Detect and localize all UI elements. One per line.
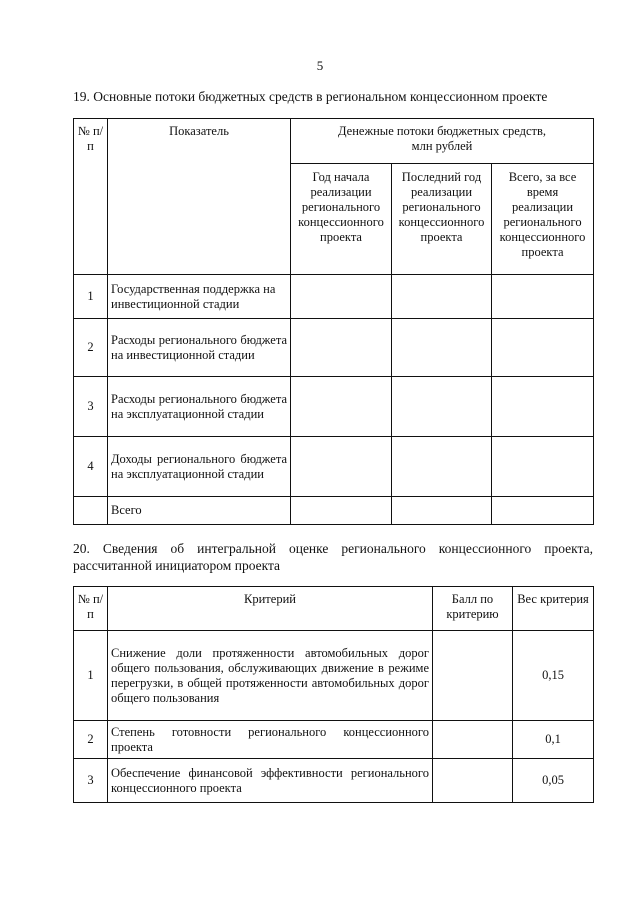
cell-empty — [291, 377, 392, 437]
cell-empty — [392, 377, 492, 437]
table-row — [74, 319, 594, 377]
row-criterion: Обеспечение финансовой эффективности регионального концессионного проекта — [108, 759, 433, 803]
table-row-total — [74, 497, 594, 525]
table-row — [74, 721, 594, 759]
table-row — [74, 759, 594, 803]
table-row — [74, 275, 594, 319]
cell-empty — [492, 377, 594, 437]
row-weight: 0,15 — [513, 631, 594, 721]
row-num: 1 — [74, 631, 108, 721]
table-row — [74, 437, 594, 497]
header-criterion: Критерий — [108, 587, 433, 631]
page-number: 5 — [316, 58, 324, 73]
row-num: 3 — [74, 759, 108, 803]
row-num: 1 — [74, 275, 108, 319]
row-weight: 0,05 — [513, 759, 594, 803]
section-20-title: 20. Сведения об интегральной оценке регионального концессионного проекта, рассчитанной инициатором проекта — [73, 541, 593, 573]
cell-empty — [291, 437, 392, 497]
header-total: Всего, за все время реализации регионального концессионного проекта — [492, 164, 594, 275]
table-row — [74, 377, 594, 437]
header-num: № п/п — [74, 119, 108, 275]
header-start-year: Год начала реализации регионального концессионного проекта — [291, 164, 392, 275]
integral-score-table — [73, 586, 594, 803]
row-score — [433, 631, 513, 721]
header-cash-flows: Денежные потоки бюджетных средств, млн рублей — [291, 119, 594, 164]
cell-empty — [492, 275, 594, 319]
row-weight: 0,1 — [513, 721, 594, 759]
cell-empty — [291, 319, 392, 377]
header-indicator: Показатель — [108, 119, 291, 275]
row-num — [74, 497, 108, 525]
row-label: Всего — [108, 497, 291, 525]
cell-empty — [492, 319, 594, 377]
row-num: 3 — [74, 377, 108, 437]
row-score — [433, 759, 513, 803]
header-score: Балл по критерию — [433, 587, 513, 631]
section-19-title: 19. Основные потоки бюджетных средств в региональном концессионном проекте — [73, 89, 548, 104]
row-score — [433, 721, 513, 759]
table-row — [74, 631, 594, 721]
row-num: 4 — [74, 437, 108, 497]
row-criterion: Снижение доли протяженности автомобильных дорог общего пользования, обслуживающих движение в режиме перегрузки, в общей протяженности автомобильных дорог общего пользования — [108, 631, 433, 721]
cell-empty — [492, 437, 594, 497]
row-label: Расходы регионального бюджета на инвестиционной стадии — [108, 319, 291, 377]
row-label: Государственная поддержка на инвестиционной стадии — [108, 275, 291, 319]
row-label: Доходы регионального бюджета на эксплуатационной стадии — [108, 437, 291, 497]
row-criterion: Степень готовности регионального концессионного проекта — [108, 721, 433, 759]
header-weight: Вес критерия — [513, 587, 594, 631]
row-num: 2 — [74, 721, 108, 759]
cell-empty — [392, 275, 492, 319]
cell-empty — [291, 275, 392, 319]
row-num: 2 — [74, 319, 108, 377]
cell-empty — [492, 497, 594, 525]
cell-empty — [392, 497, 492, 525]
cell-empty — [291, 497, 392, 525]
header-num: № п/п — [74, 587, 108, 631]
cell-empty — [392, 319, 492, 377]
budget-flows-table — [73, 118, 594, 525]
header-last-year: Последний год реализации регионального концессионного проекта — [392, 164, 492, 275]
row-label: Расходы регионального бюджета на эксплуатационной стадии — [108, 377, 291, 437]
cell-empty — [392, 437, 492, 497]
